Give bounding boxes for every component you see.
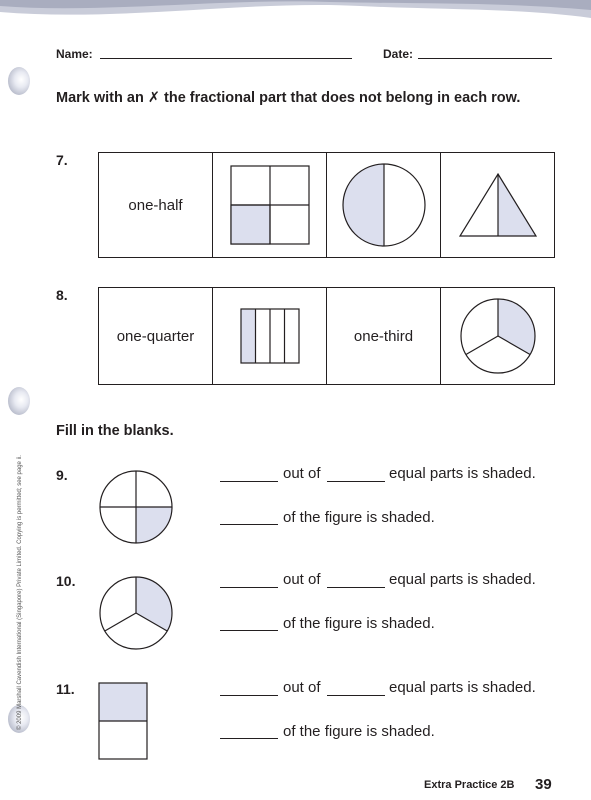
q7-label-one-half: one-half <box>128 196 183 214</box>
name-line[interactable] <box>100 58 352 59</box>
q8-cell-circle[interactable] <box>441 288 554 384</box>
q10-out-of-text: out of <box>283 571 321 588</box>
q10-of-figure-text: of the figure is shaded. <box>283 615 435 632</box>
top-wave-band <box>0 0 591 32</box>
q9-out-of-text: out of <box>283 465 321 482</box>
q11-out-of-text: out of <box>283 679 321 696</box>
binder-hole-top <box>8 67 30 95</box>
q11-blank-fraction[interactable] <box>220 738 278 739</box>
q9-blank-shaded-count[interactable] <box>220 481 278 482</box>
q9-equal-parts-text: equal parts is shaded. <box>389 465 536 482</box>
square-quarters-figure <box>230 165 310 245</box>
circle-halves-figure <box>341 162 427 248</box>
q7-cell-square[interactable] <box>213 153 327 257</box>
binder-hole-middle <box>8 387 30 415</box>
circle-thirds-figure <box>459 297 537 375</box>
q8-label-one-quarter: one-quarter <box>116 327 195 345</box>
q11-of-figure-text: of the figure is shaded. <box>283 723 435 740</box>
q10-equal-parts-text: equal parts is shaded. <box>389 571 536 588</box>
q10-blank-shaded-count[interactable] <box>220 587 278 588</box>
triangle-halves-figure <box>458 170 538 240</box>
q7-cell-label[interactable] <box>99 153 213 257</box>
page-number: 39 <box>535 776 552 793</box>
question-7-number: 7. <box>56 152 68 168</box>
q10-blank-total-parts[interactable] <box>327 587 385 588</box>
date-label: Date: <box>383 47 414 61</box>
instruction-heading-1: Mark with an ✗ the fractional part that does not belong in each row. <box>56 90 521 106</box>
q8-cell-rectangle[interactable] <box>213 288 327 384</box>
q10-blank-fraction[interactable] <box>220 630 278 631</box>
copyright-notice: © 2009 Marshall Cavendish International (Singapore) Private Limited. Copying is permitted; see page ii. <box>17 455 23 730</box>
q8-label-one-third: one-third <box>353 327 414 345</box>
q11-equal-parts-text: equal parts is shaded. <box>389 679 536 696</box>
q8-cell-label-quarter[interactable] <box>99 288 213 384</box>
question-10-number: 10. <box>56 573 76 589</box>
q11-rectangle-halves-figure <box>98 682 148 760</box>
question-7-row <box>98 152 555 258</box>
q7-cell-triangle[interactable] <box>441 153 554 257</box>
q11-blank-total-parts[interactable] <box>327 695 385 696</box>
q10-circle-thirds-figure <box>98 575 174 651</box>
q9-circle-quarters-figure <box>98 469 174 545</box>
q9-blank-total-parts[interactable] <box>327 481 385 482</box>
instruction-heading-2: Fill in the blanks. <box>56 423 174 439</box>
rectangle-quarters-figure <box>240 308 300 364</box>
q9-of-figure-text: of the figure is shaded. <box>283 509 435 526</box>
date-line[interactable] <box>418 58 552 59</box>
q7-cell-circle[interactable] <box>327 153 441 257</box>
name-label: Name: <box>56 47 93 61</box>
q11-blank-shaded-count[interactable] <box>220 695 278 696</box>
question-8-number: 8. <box>56 287 68 303</box>
question-8-row <box>98 287 555 385</box>
question-11-number: 11. <box>56 681 75 697</box>
q8-cell-label-third[interactable] <box>327 288 441 384</box>
footer-section-label: Extra Practice 2B <box>424 779 515 791</box>
question-9-number: 9. <box>56 467 68 483</box>
q9-blank-fraction[interactable] <box>220 524 278 525</box>
